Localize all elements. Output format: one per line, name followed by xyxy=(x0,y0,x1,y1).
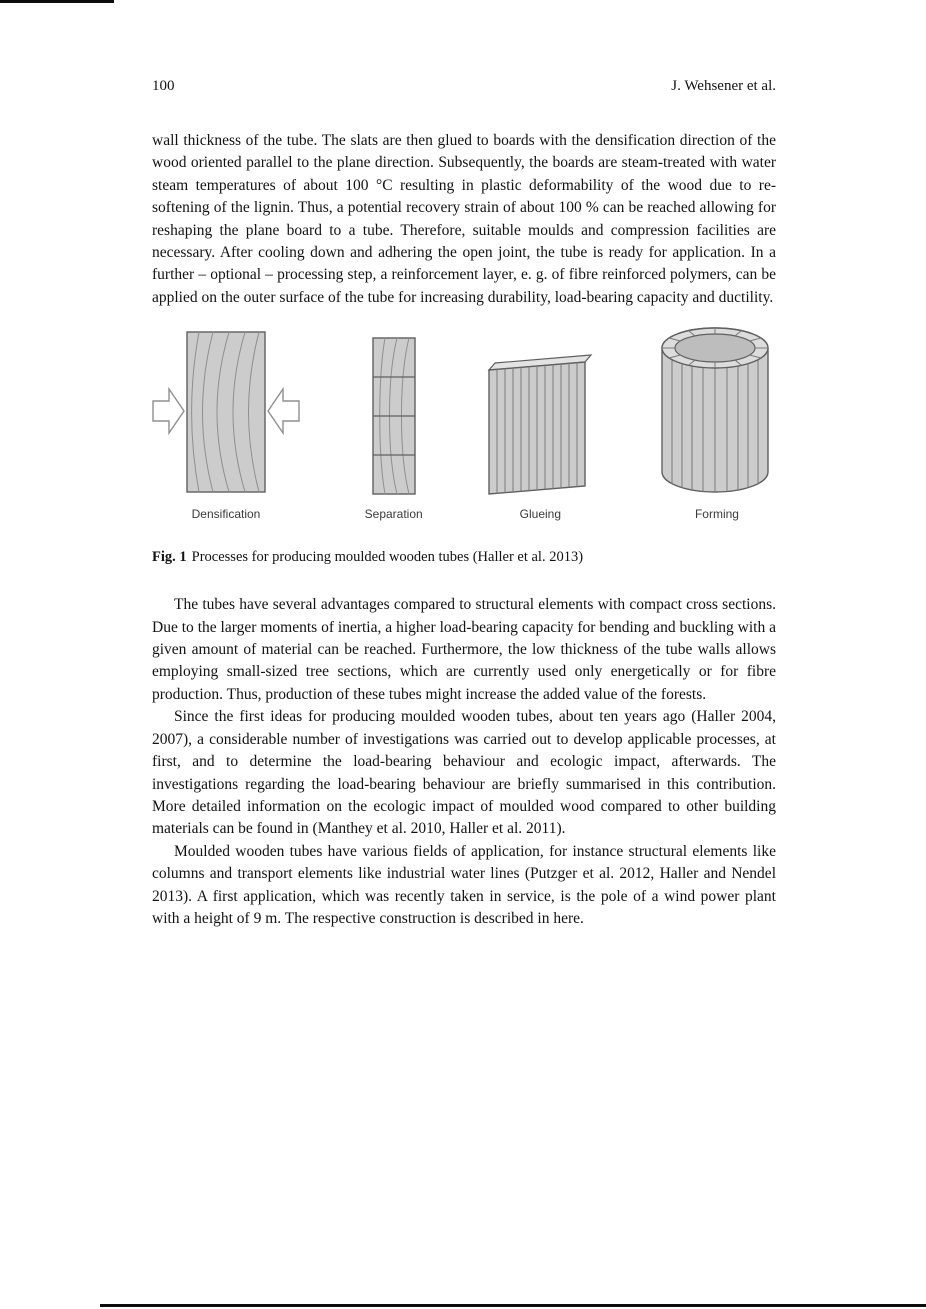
forming-diagram xyxy=(658,324,776,496)
body-text xyxy=(152,594,776,930)
separation-diagram xyxy=(371,336,417,496)
figure-panel-separation xyxy=(365,336,423,521)
paragraph-4: Moulded wooden tubes have various fields of application, for instance structural elements like columns and transport elements like industrial water lines (Putzger et al. 2012, Haller and Nendel 2013). A first application, which was recently taken in service, is the pole of a wind power plant with a height of 9 m. The respective construction is described in here. xyxy=(152,842,776,927)
compression-arrow-right-icon xyxy=(268,389,299,433)
paragraph-3: Since the first ideas for producing moulded wooden tubes, about ten years ago (Haller 2004, 2007), a considerable number of investigations was carried out to develop applicable processes, at first, and to determine the load-bearing behaviour and ecologic impact, afterwards. The investigations regarding the load-bearing behaviour are briefly summarised in this contribution. More detailed information on the ecologic impact of moulded wood compared to other building materials can be found in (Manthey et al. 2010, Haller et al. 2011). xyxy=(152,708,776,838)
figure-panel-forming xyxy=(658,324,776,521)
page-content xyxy=(152,78,776,930)
figure-label-forming: Forming xyxy=(694,507,739,522)
scan-artifact-top xyxy=(0,0,114,3)
compression-arrow-left-icon xyxy=(153,389,184,433)
scan-artifact-bottom xyxy=(100,1304,926,1307)
figure-panel-glueing xyxy=(487,346,593,521)
paragraph-2: The tubes have several advantages compared to structural elements with compact cross sections. Due to the larger moments of inertia, a higher load-bearing capacity for bending and buckling with a given amount of material can be reached. Furthermore, the low thickness of the tube walls allows employing small-sized tree sections, which are currently used only energetically or for fibre production. Thus, production of these tubes might increase the added value of the forests. xyxy=(152,596,776,703)
figure-label-separation: Separation xyxy=(364,507,423,522)
figure-caption-text: Processes for producing moulded wooden tubes (Haller et al. 2013) xyxy=(191,549,584,566)
figure-label-densification: Densification xyxy=(191,507,261,522)
running-title: J. Wehsener et al. xyxy=(671,78,776,94)
page-number: 100 xyxy=(152,78,175,94)
figure-panels-row xyxy=(152,324,776,521)
tube-rim-inner xyxy=(675,334,755,362)
figure-panel-densification xyxy=(152,330,300,521)
figure-label-glueing: Glueing xyxy=(519,507,562,522)
page-header xyxy=(152,78,776,95)
densification-diagram xyxy=(152,330,300,496)
figure-1 xyxy=(152,324,776,567)
paragraph-1: wall thickness of the tube. The slats are then glued to boards with the densification direction of the wood oriented parallel to the plane direction. Subsequently, the boards are steam-treated with water steam temperatures of about 100 °C resulting in plastic deformability of the wood due to re-softening of the lignin. Thus, a potential recovery strain of about 100 % can be reached allowing for reshaping the plane board to a tube. Therefore, suitable moulds and compression facilities are necessary. After cooling down and adhering the open joint, the tube is ready for application. In a further – optional – processing step, a reinforcement layer, e. g. of fibre reinforced polymers, can be applied on the outer surface of the tube for increasing durability, load-bearing capacity and ductility. xyxy=(152,132,776,306)
figure-caption xyxy=(152,547,776,567)
glueing-diagram xyxy=(487,346,593,496)
figure-caption-label: Fig. 1 xyxy=(152,549,187,566)
